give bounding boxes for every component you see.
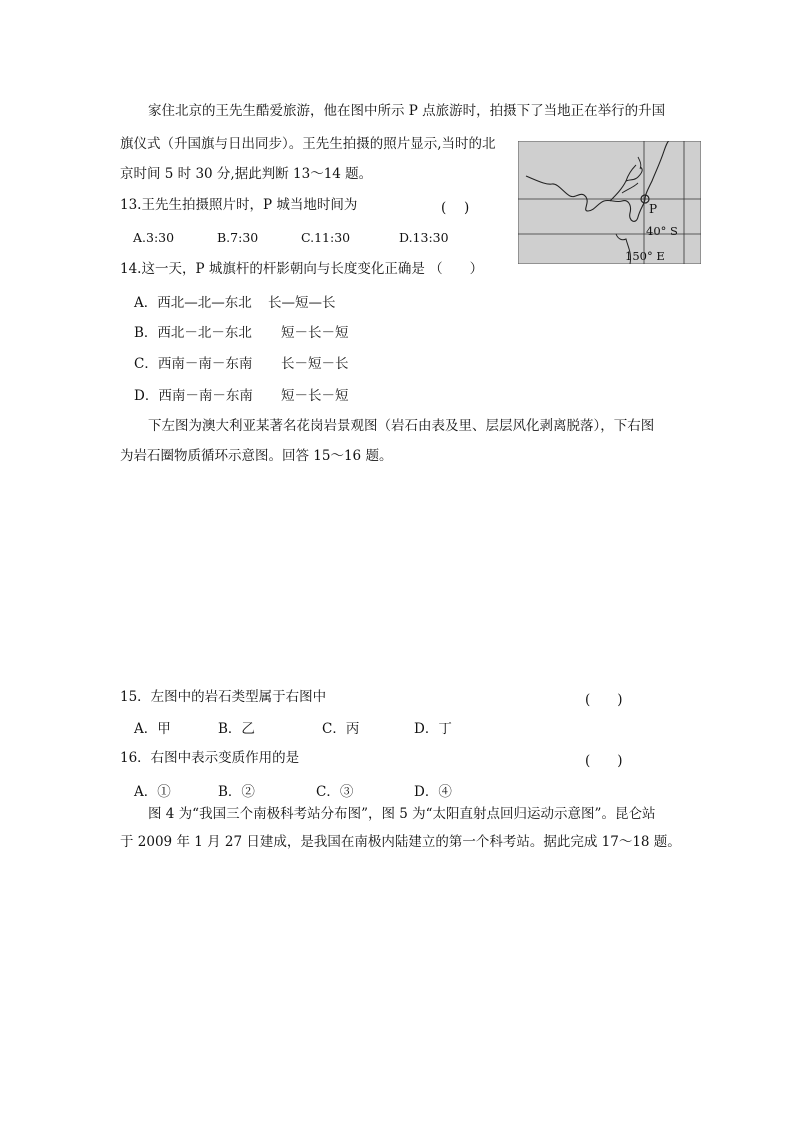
- q14-option-b-value: 短－长－短: [281, 325, 349, 341]
- intro2-line1: 下左图为澳大利亚某著名花岗岩景观图（岩石由表及里、层层风化剥离脱落），下右图: [148, 418, 655, 434]
- q15-stem: 15．左图中的岩石类型属于右图中: [120, 689, 327, 705]
- intro1-line3: 京时间 5 时 30 分,据此判断 13～14 题。: [120, 166, 373, 182]
- point-p-label: P: [649, 202, 658, 216]
- intro1-line1: 家住北京的王先生酷爱旅游，他在图中所示 P 点旅游时，拍摄下了当地正在举行的升国: [148, 103, 666, 119]
- longitude-label: 150° E: [625, 249, 665, 263]
- q13-option-a[interactable]: A.3:30: [133, 230, 175, 245]
- intro3-line1: 图 4 为“我国三个南极科考站分布图”，图 5 为“太阳直射点回归运动示意图”。昆仑站: [148, 806, 656, 822]
- q14-option-b-label[interactable]: B．西北－北－东北: [134, 325, 252, 341]
- q16-option-c[interactable]: C．③: [316, 784, 354, 800]
- q15-option-d[interactable]: D．丁: [414, 721, 452, 737]
- q13-answer-paren[interactable]: ( ): [441, 200, 470, 216]
- q15-option-c[interactable]: C．丙: [322, 721, 360, 737]
- q14-option-c-label[interactable]: C．西南－南－东南: [134, 356, 253, 372]
- q14-option-d-label[interactable]: D．西南－南－东南: [134, 388, 253, 404]
- q15-option-a[interactable]: A．甲: [134, 721, 171, 737]
- q14-option-d-value: 短－长－短: [281, 388, 349, 404]
- q16-option-b[interactable]: B．②: [218, 784, 255, 800]
- q14-stem: 14.这一天，P 城旗杆的杆影朝向与长度变化正确是 （ ）: [120, 261, 484, 277]
- q16-option-d[interactable]: D．④: [414, 784, 452, 800]
- q16-stem: 16．右图中表示变质作用的是: [120, 750, 300, 766]
- q15-answer-paren[interactable]: ( ): [585, 692, 623, 708]
- q13-option-d[interactable]: D.13:30: [399, 230, 449, 245]
- q15-option-b[interactable]: B．乙: [218, 721, 255, 737]
- q16-option-a[interactable]: A．①: [134, 784, 171, 800]
- intro2-line2: 为岩石圈物质循环示意图。回答 15～16 题。: [120, 448, 393, 464]
- q14-option-a-value: 长—短—长: [268, 295, 336, 311]
- q16-answer-paren[interactable]: ( ): [585, 753, 623, 769]
- location-map: [518, 141, 701, 264]
- q13-option-b[interactable]: B.7:30: [217, 230, 259, 245]
- intro1-line2: 旗仪式（升国旗与日出同步）。王先生拍摄的照片显示,当时的北: [120, 136, 496, 152]
- q14-option-c-value: 长－短－长: [281, 356, 349, 372]
- latitude-label: 40° S: [646, 224, 678, 238]
- q13-stem: 13.王先生拍摄照片时，P 城当地时间为: [120, 197, 358, 213]
- intro3-line2: 于 2009 年 1 月 27 日建成，是我国在南极内陆建立的第一个科考站。据此完成 17～18 题。: [120, 834, 681, 850]
- q13-option-c[interactable]: C.11:30: [301, 230, 351, 245]
- q14-option-a-label[interactable]: A．西北—北—东北: [134, 295, 252, 311]
